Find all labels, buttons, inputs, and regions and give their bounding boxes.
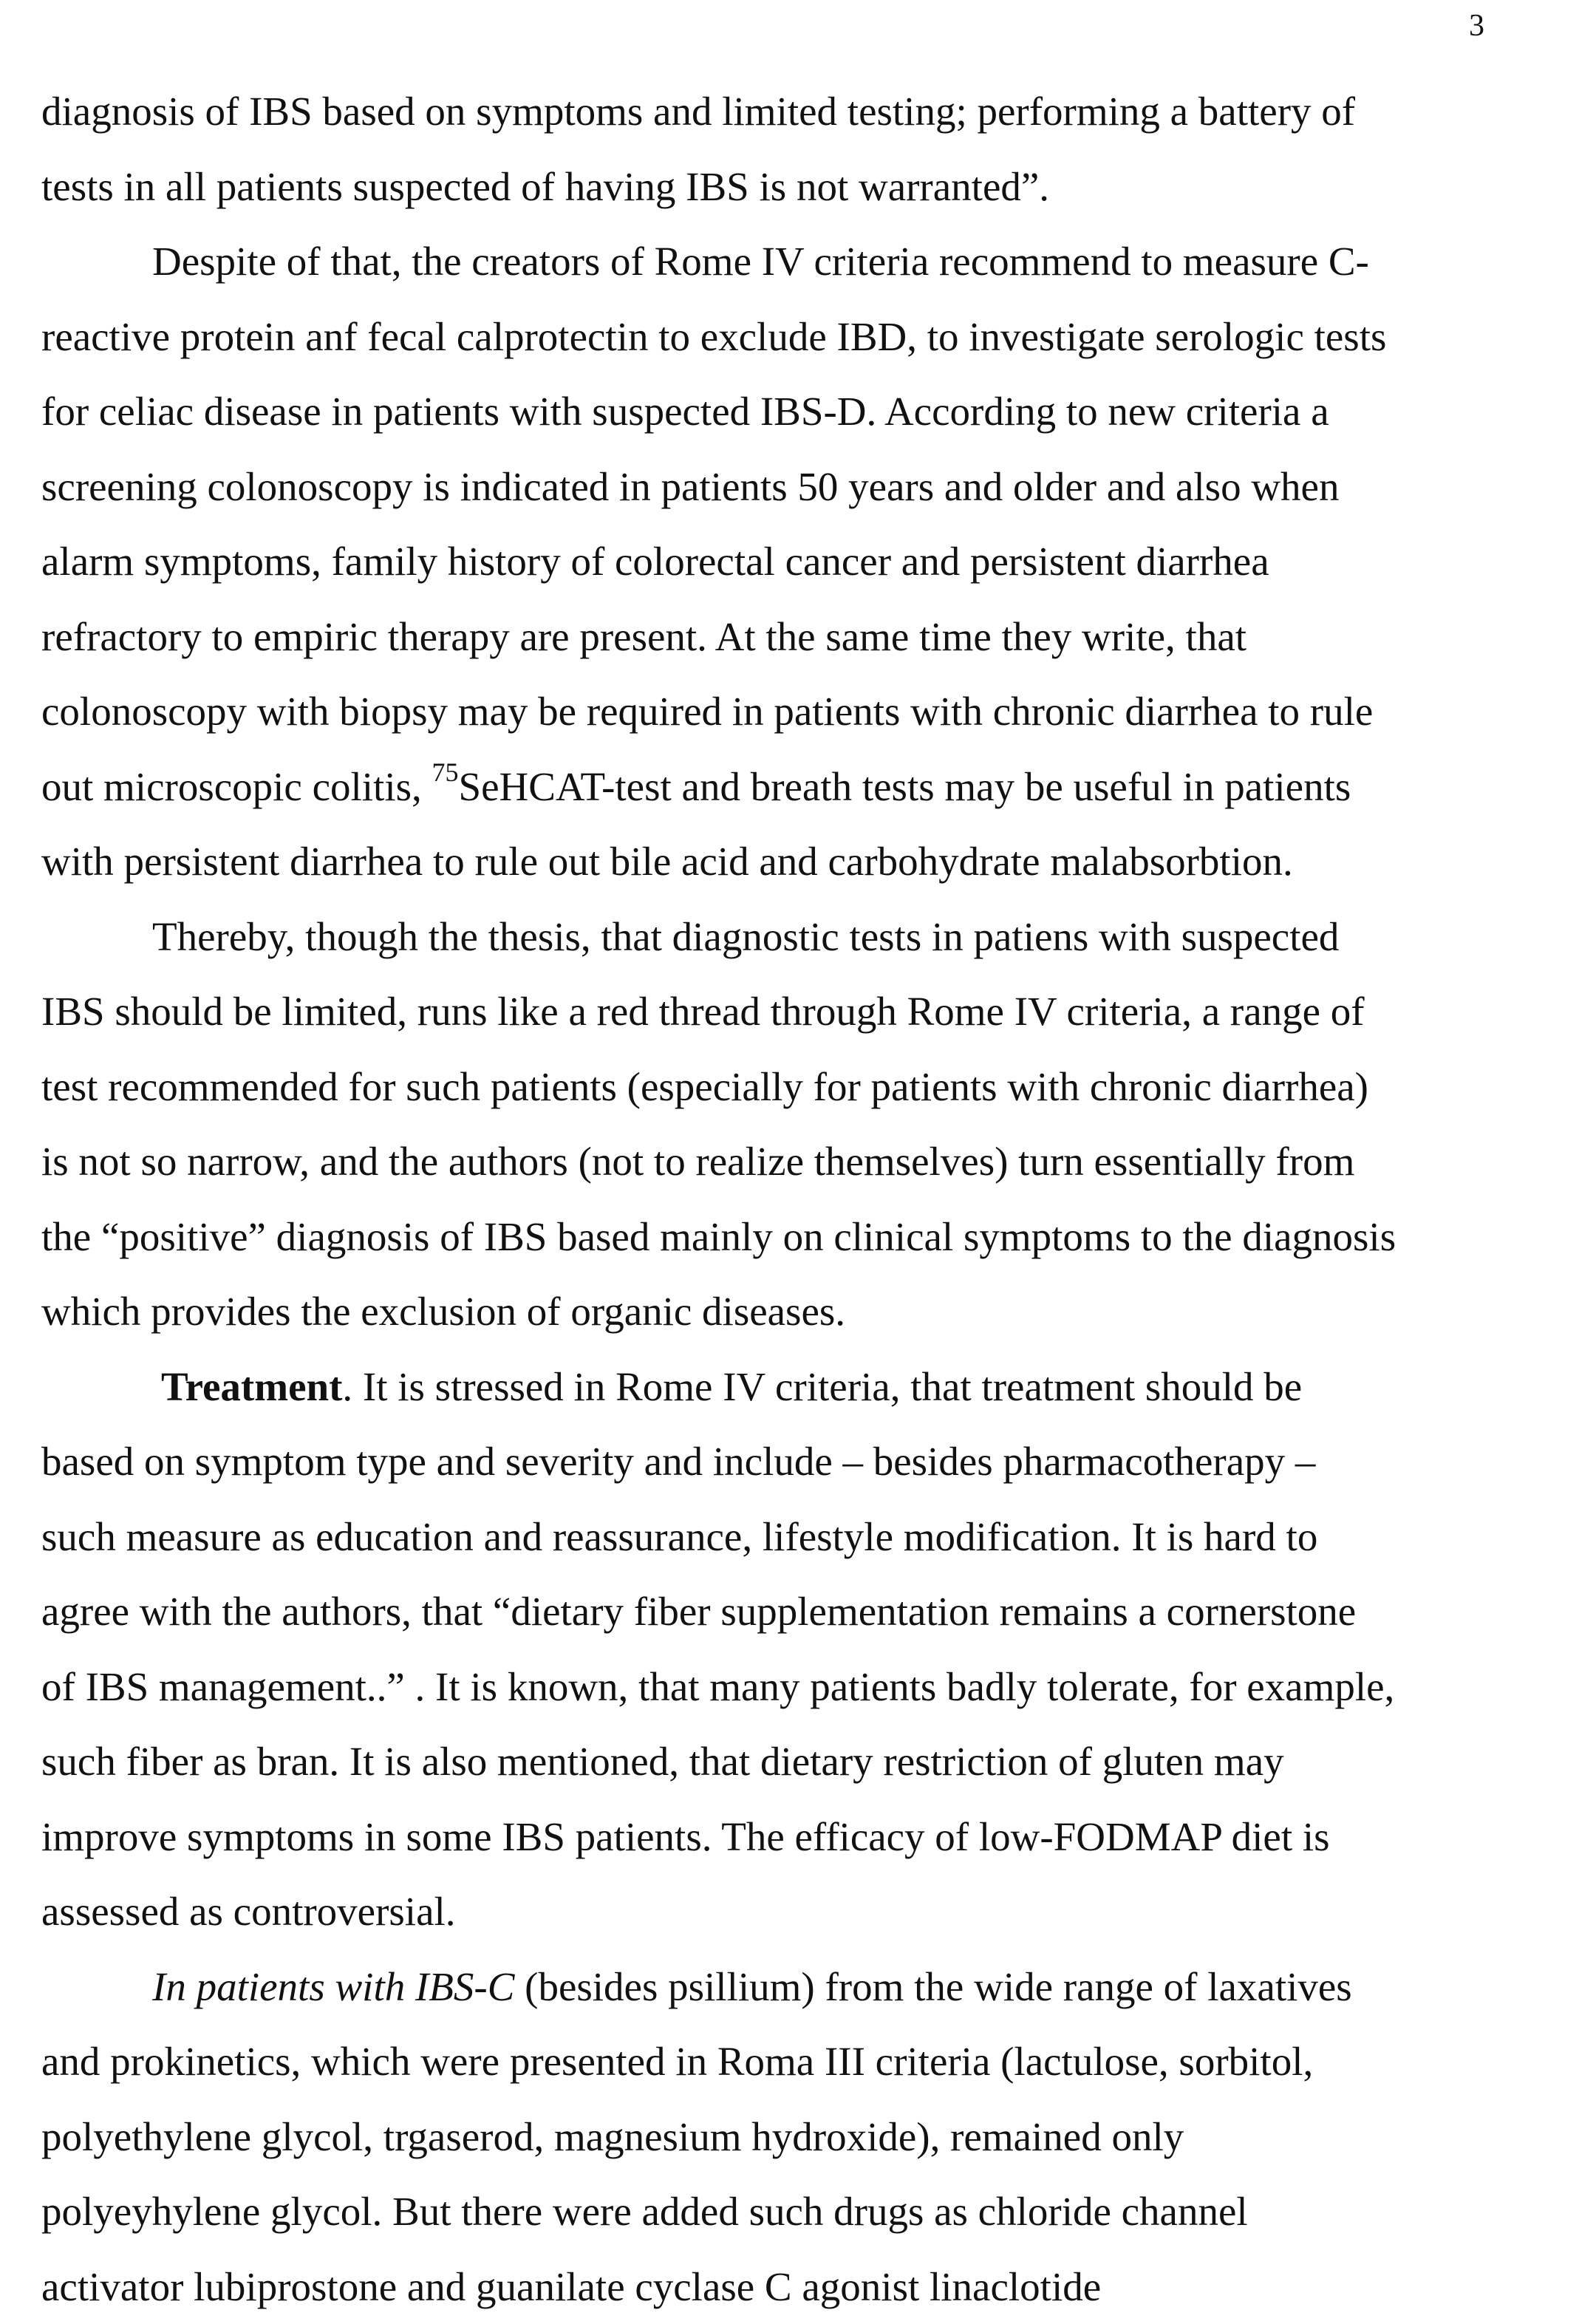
text-segment: SeHCAT-test and breath tests may be useful in patients <box>459 764 1351 809</box>
text-line <box>41 749 1538 825</box>
text-line: screening colonoscopy is indicated in patients 50 years and older and also when <box>41 449 1538 525</box>
text-line: colonoscopy with biopsy may be required in patients with chronic diarrhea to rule <box>41 674 1538 749</box>
paragraph-start-line: Despite of that, the creators of Rome IV criteria recommend to measure C- <box>41 224 1538 299</box>
text-line: test recommended for such patients (especially for patients with chronic diarrhea) <box>41 1049 1538 1125</box>
text-line: such fiber as bran. It is also mentioned, that dietary restriction of gluten may <box>41 1724 1538 1799</box>
text-segment: (besides psillium) from the wide range of laxatives <box>514 1964 1351 2009</box>
text-line: is not so narrow, and the authors (not to realize themselves) turn essentially from <box>41 1124 1538 1199</box>
text-line: alarm symptoms, family history of colorectal cancer and persistent diarrhea <box>41 524 1538 599</box>
text-line: reactive protein anf fecal calprotectin to exclude IBD, to investigate serologic tests <box>41 299 1538 375</box>
text-line: assessed as controversial. <box>41 1874 1538 1949</box>
text-line: for celiac disease in patients with suspected IBS-D. According to new criteria a <box>41 374 1538 449</box>
text-line: tests in all patients suspected of having IBS is not warranted”. <box>41 149 1538 225</box>
paragraph-start-line <box>41 1349 1538 1425</box>
text-line: refractory to empiric therapy are present. At the same time they write, that <box>41 599 1538 675</box>
paragraph-start-line <box>41 1949 1538 2025</box>
text-line: activator lubiprostone and guanilate cyclase C agonist linaclotide <box>41 2249 1538 2324</box>
text-line: which provides the exclusion of organic diseases. <box>41 1274 1538 1349</box>
text-line: based on symptom type and severity and include – besides pharmacotherapy – <box>41 1424 1538 1499</box>
text-line: polyethylene glycol, trgaserod, magnesium hydroxide), remained only <box>41 2099 1538 2175</box>
text-line: such measure as education and reassurance, lifestyle modification. It is hard to <box>41 1499 1538 1575</box>
text-line: agree with the authors, that “dietary fiber supplementation remains a cornerstone <box>41 1574 1538 1649</box>
page-number: 3 <box>1469 10 1484 41</box>
document-body <box>41 74 1538 2324</box>
text-line: with persistent diarrhea to rule out bile acid and carbohydrate malabsorbtion. <box>41 824 1538 899</box>
italic-phrase-ibs-c: In patients with IBS-C <box>152 1964 514 2009</box>
text-segment: . It is stressed in Rome IV criteria, that treatment should be <box>342 1364 1302 1409</box>
superscript: 75 <box>432 757 459 787</box>
paragraph-start-line: Thereby, though the thesis, that diagnostic tests in patiens with suspected <box>41 899 1538 975</box>
section-heading-treatment: Treatment <box>161 1364 342 1409</box>
text-segment: out microscopic colitis, <box>41 764 432 809</box>
text-line: improve symptoms in some IBS patients. The efficacy of low-FODMAP diet is <box>41 1799 1538 1875</box>
text-line: and prokinetics, which were presented in Roma III criteria (lactulose, sorbitol, <box>41 2024 1538 2099</box>
text-line: IBS should be limited, runs like a red thread through Rome IV criteria, a range of <box>41 974 1538 1049</box>
text-line: the “positive” diagnosis of IBS based mainly on clinical symptoms to the diagnosis <box>41 1199 1538 1275</box>
text-line: of IBS management..” . It is known, that many patients badly tolerate, for example, <box>41 1649 1538 1725</box>
text-line: polyeyhylene glycol. But there were added such drugs as chloride channel <box>41 2174 1538 2249</box>
text-line: diagnosis of IBS based on symptoms and limited testing; performing a battery of <box>41 74 1538 149</box>
